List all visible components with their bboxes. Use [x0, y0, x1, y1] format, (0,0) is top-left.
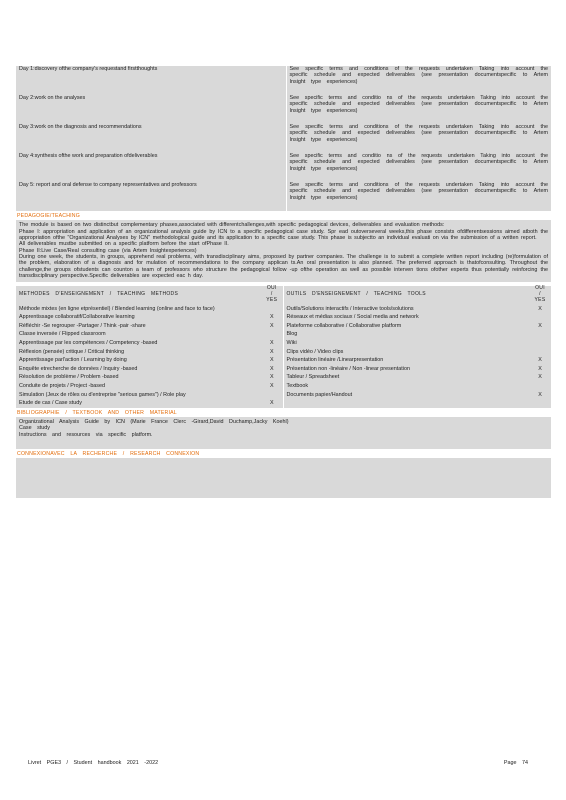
yes-header: OUI / YES [534, 285, 546, 303]
tool-yes-mark [529, 313, 551, 322]
method-yes-mark [261, 305, 283, 314]
methods-header: METHODES D'ENSEIGNEMENT / TEACHING METHODS [19, 291, 179, 298]
method-cell: Réfléchir -Se regrouper -Partager / Think -pair -share [19, 322, 146, 329]
method-cell: Enquête etrecherche de données / Inquiry -based [19, 365, 138, 372]
method-cell: Etude de cas / Case study [19, 400, 82, 407]
bibliography-body [16, 417, 551, 449]
method-cell: Méthode mixtes (en ligne etprésentiel) / Blended learning (online and face to face) [19, 305, 215, 312]
method-cell: Apprentissage par les compétences / Competency -based [19, 339, 158, 346]
day-label: Day 3:work on the diagnosis and recommendations [19, 124, 142, 130]
tools-header: OUTILS D'ENSEIGNEMENT / TEACHING TOOLS [283, 286, 529, 305]
tool-cell: Présentation linéaire /Linearpresentation [283, 356, 529, 365]
tool-yes-mark: X [538, 374, 542, 381]
method-yes-mark: X [269, 382, 274, 389]
pedagogy-paragraph: All deliverables mustbe submitted on a specific platform before the start ofPhase II. [19, 241, 229, 248]
day-description: See specific terms and conditio ns of the requests undertaken Taking into account the specific schedule and expected deliverables (see presentation documentspecific to Artem Insight type experiences) [289, 153, 548, 172]
bibliography-line: Organizational Analysis Guide by ICN (Marie France Clerc -Girard,David Duchamp,Jacky Koehl) [19, 418, 289, 425]
day-description: See specific terms and conditions of the requests undertaken Taking into account the specific schedule and expected deliverables (see presentation documentspecific to Artem Insight type experiences) [289, 182, 548, 201]
day-label: Day 4:synthesis ofthe work and preparation ofdeliverables [19, 153, 158, 159]
pedagogy-body [16, 220, 551, 281]
tool-cell: Outils/Solutions interactifs / Interactive tools/solutions [283, 305, 529, 314]
table-row [16, 339, 551, 348]
tool-cell: Wiki [283, 339, 529, 348]
table-row [16, 347, 551, 356]
method-yes-mark: X [269, 365, 274, 372]
research-connection-body [16, 458, 551, 498]
method-yes-mark: X [269, 400, 274, 407]
table-row [16, 365, 551, 374]
tool-cell: Présentation non -linéaire / Non -linear presentation [283, 365, 529, 374]
tool-yes-mark [529, 330, 551, 339]
page-number: Page 74 [503, 760, 528, 766]
tool-yes-mark: X [538, 322, 542, 329]
schedule-days [16, 66, 551, 211]
bibliography-line: Case study [19, 425, 50, 432]
tool-cell: Documents papier/Handout [283, 390, 529, 399]
method-yes-mark: X [269, 357, 274, 364]
tool-cell: Clips vidéo / Video clips [283, 347, 529, 356]
document-page [16, 66, 551, 498]
method-yes-mark: X [269, 322, 274, 329]
method-cell: Résolution de problème / Problem -based [19, 374, 119, 381]
pedagogy-paragraph: The module is based on two distinctbut complementary phases,associated with differentchallenges,with specific pedagogical devices, deliverables and evaluation methods: [19, 222, 445, 229]
table-row [16, 322, 551, 331]
tool-yes-mark [529, 399, 551, 408]
day-description: See specific terms and conditions of the requests undertaken Taking into account the specific schedule and expected deliverables (see presentation documentspecific to Artem Insight type experiences) [289, 124, 548, 143]
tool-yes-mark: X [538, 365, 542, 372]
table-row [16, 373, 551, 382]
table-row [16, 382, 551, 391]
tool-yes-mark: X [538, 357, 542, 364]
method-cell: Classe inversée / Flipped classroom [19, 331, 106, 338]
day-description: See specific terms and conditio ns of the requests undertaken Taking into account the specific schedule and expected deliverables (see presentation documentspecific to Artem Insight type experiences) [289, 95, 548, 114]
tool-yes-mark: X [538, 305, 542, 312]
day-labels-column [16, 66, 286, 211]
method-cell: Apprentissage parl'action / Learning by doing [19, 357, 127, 364]
method-cell: Apprentissage collaboratif/Collaborative learning [19, 314, 135, 321]
method-cell: Réflexion (pensée) critique / Critical thinking [19, 348, 125, 355]
page-footer [28, 760, 528, 766]
method-yes-mark: X [269, 374, 274, 381]
tool-cell: Réseaux et médias sociaux / Social media and network [283, 313, 529, 322]
tool-cell [283, 399, 529, 408]
method-cell: Conduite de projets / Project -based [19, 382, 106, 389]
method-yes-mark: X [269, 339, 274, 346]
pedagogy-paragraph: During one week, the students, in groups, apprehend real problems, with transdisciplinary aims, proposed by partner companies. The challenge is to submit a complete written report including (re)formulation of the problem, elaboration of a diagnosis and for mulation of recommendations to the company applican ts.An oral presentation is also planned. The preferred approach is thatofconsulting. Throughout the challenge,the groups ofstudents can counton a team of professors who structure the pedagogical follow -up ofthe operation as well as possible interven tions ofother experts thus potentially reinforcing the transdisciplinary perspective.Specific deliverables are expected eac h day. [19, 254, 548, 280]
tool-cell: Blog [283, 330, 529, 339]
footer-handbook-label: Livret PGE3 / Student handbook 2021 -2022 [28, 760, 159, 766]
tool-cell: Tableur / Spreadsheet [283, 373, 529, 382]
bibliography-heading: BIBLIOGRAPHIE / TEXTBOOK AND OTHER MATERIAL [16, 408, 551, 417]
tool-yes-mark [529, 347, 551, 356]
table-row [16, 399, 551, 408]
yes-header: OUI / YES [266, 285, 278, 303]
table-row [16, 390, 551, 399]
method-yes-mark [261, 390, 283, 399]
day-label: Day 1:discovery ofthe company's requestand firstthoughts [19, 66, 158, 72]
day-label: Day 2:work on the analyses [19, 95, 86, 101]
tool-yes-mark: X [538, 391, 542, 398]
method-yes-mark: X [269, 314, 274, 321]
tool-yes-mark [529, 339, 551, 348]
bibliography-line: Instructions and resources via specific platform. [19, 431, 153, 438]
table-row [16, 330, 551, 339]
table-row [16, 305, 551, 314]
day-description: See specific terms and conditions of the requests undertaken Taking into account the specific schedule and expected deliverables (see presentation documentspecific to Artem Insight type experiences) [289, 66, 548, 85]
tool-yes-mark [529, 382, 551, 391]
research-connection-heading: CONNEXIONAVEC LA RECHERCHE / RESEARCH CONNEXION [16, 449, 551, 458]
table-header-row [16, 286, 551, 305]
method-yes-mark: X [269, 348, 274, 355]
table-row [16, 313, 551, 322]
pedagogy-heading: PEDAGOGIE/TEACHING [16, 211, 551, 220]
day-descriptions-column [286, 66, 552, 211]
pedagogy-paragraph: Phase II:Live Case/Real consulting case (via Artem Insightexperiences) [19, 247, 197, 254]
teaching-methods-table [16, 286, 551, 408]
table-row [16, 356, 551, 365]
tool-cell: Textbook [283, 382, 529, 391]
day-label: Day 5: report and oral defense to company representatives and professors [19, 182, 197, 188]
method-yes-mark [261, 330, 283, 339]
tool-cell: Plateforme collaborative / Collaborative platform [283, 322, 529, 331]
pedagogy-paragraph: Phase I: appropriation and application of an organizational analysis guide by ICN to a specific pedagogical case study. Spr ead outoverseveral weeks,this phase consists ofdifferentsessions aimed atboth the appropriation ofthe "Organizational Analyses by ICN" methodological guide and its application to a specific case study. This phase is subjectto an individual evaluati on via the submission of a written report. [19, 228, 548, 241]
method-cell: Simulation (Jeux de rôles ou d'entreprise "serious games") / Role play [19, 391, 186, 398]
